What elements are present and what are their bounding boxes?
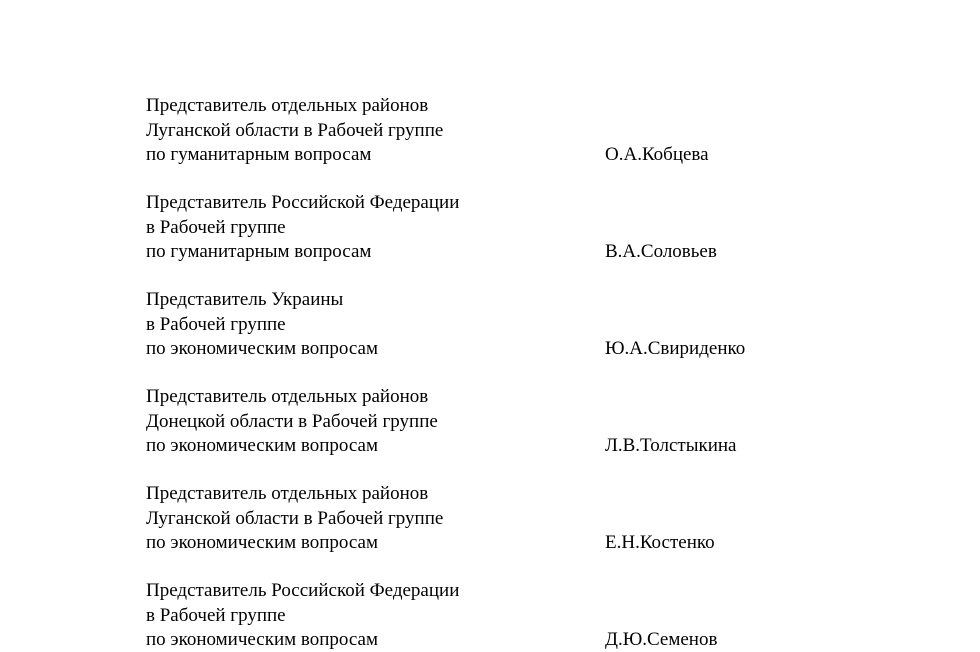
signer-name: Д.Ю.Семенов bbox=[605, 629, 718, 650]
signer-name: Л.В.Толстыкина bbox=[605, 435, 737, 456]
signer-name: О.А.Кобцева bbox=[605, 144, 709, 165]
signer-name: Ю.А.Свириденко bbox=[605, 338, 746, 359]
signature-block-russia-economic bbox=[146, 579, 846, 652]
role-line: Представитель Российской Федерации bbox=[146, 580, 460, 601]
role-line: Представитель Украины bbox=[146, 289, 344, 310]
role-line: Луганской области в Рабочей группе bbox=[146, 507, 444, 529]
role-line: Представитель отдельных районов bbox=[146, 95, 429, 116]
role-line: Представитель Российской Федерации bbox=[146, 192, 460, 213]
signature-block-ukraine-economic bbox=[146, 288, 846, 361]
role-line: по экономическим вопросам bbox=[146, 629, 379, 650]
role-line: Донецкой области в Рабочей группе bbox=[146, 410, 438, 432]
role-line: Луганской области в Рабочей группе bbox=[146, 119, 444, 141]
role-line: в Рабочей группе bbox=[146, 216, 286, 238]
role-line: по экономическим вопросам bbox=[146, 532, 379, 553]
role-line: Представитель отдельных районов bbox=[146, 386, 429, 407]
role-line: Представитель отдельных районов bbox=[146, 483, 429, 504]
role-line: по экономическим вопросам bbox=[146, 435, 379, 456]
role-line: по гуманитарным вопросам bbox=[146, 241, 372, 262]
role-line: в Рабочей группе bbox=[146, 604, 286, 626]
role-line: по гуманитарным вопросам bbox=[146, 144, 372, 165]
signature-block-lugansk-economic bbox=[146, 482, 846, 555]
signer-name: В.А.Соловьев bbox=[605, 241, 717, 262]
signature-block-russia-humanitarian bbox=[146, 191, 846, 264]
signer-name: Е.Н.Костенко bbox=[605, 532, 715, 553]
signature-block-donetsk-economic bbox=[146, 385, 846, 458]
role-line: в Рабочей группе bbox=[146, 313, 286, 335]
signature-block-lugansk-humanitarian bbox=[146, 94, 846, 167]
role-line: по экономическим вопросам bbox=[146, 338, 379, 359]
